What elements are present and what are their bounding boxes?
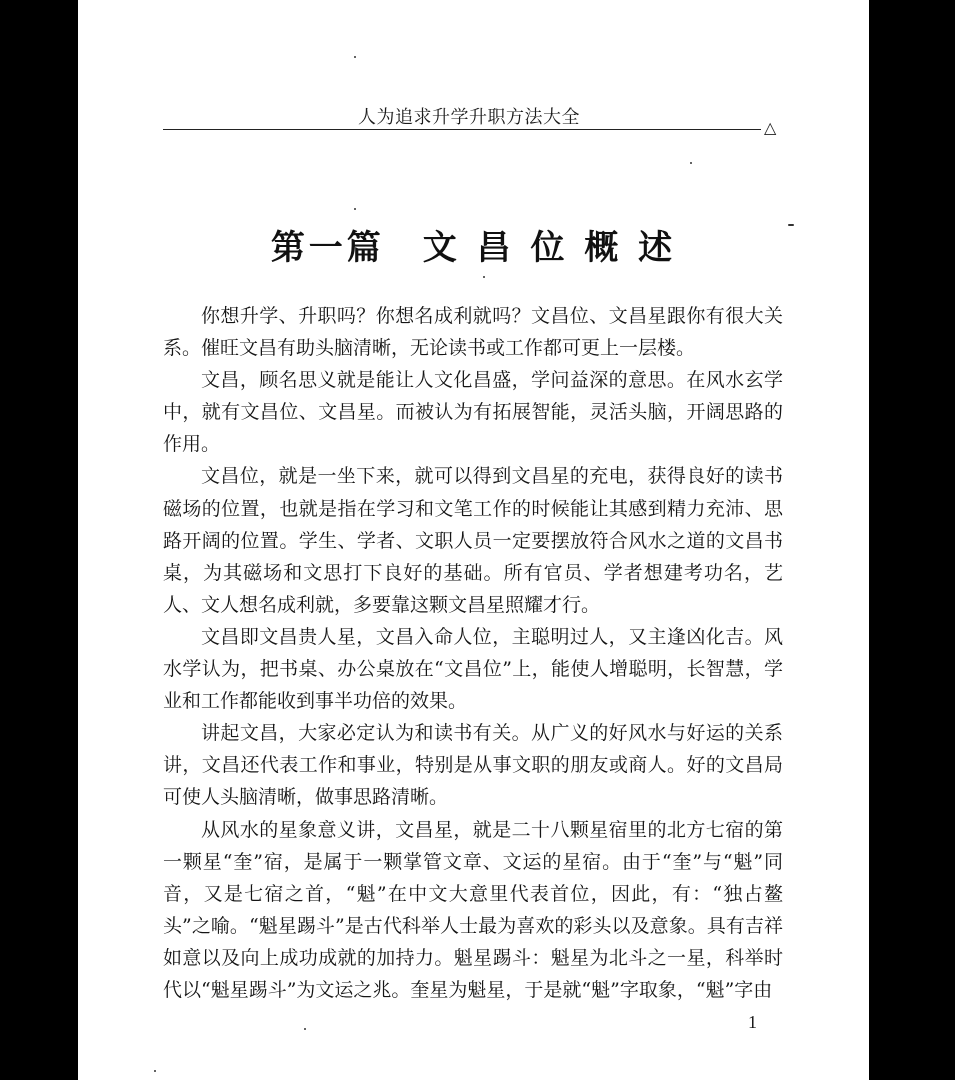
chapter-title: 第一篇 文 昌 位 概 述 (270, 228, 677, 268)
scan-speck (483, 276, 485, 278)
scan-speck (304, 1028, 306, 1030)
triangle-icon: △ (764, 118, 777, 137)
running-header (78, 0, 869, 150)
scan-speck (690, 162, 692, 164)
scan-speck (354, 208, 356, 210)
paragraph: 文昌即文昌贵人星，文昌入命人位，主聪明过人，又主逢凶化吉。风水学认为，把书桌、办公桌放在“文昌位”上，能使人增聪明，长智慧，学业和工作都能收到事半功倍的效果。 (163, 625, 783, 713)
header-rule (163, 129, 761, 130)
scan-speck (354, 56, 356, 58)
paragraph: 你想升学、升职吗？你想名成利就吗？文昌位、文昌星跟你有很大关系。催旺文昌有助头脑清晰，无论读书或工作都可更上一层楼。 (163, 305, 783, 360)
scan-speck (788, 224, 794, 226)
paragraph: 从风水的星象意义讲，文昌星，就是二十八颗星宿里的北方七宿的第一颗星“奎”宿，是属于一颗掌管文章、文运的星宿。由于“奎”与“魁”同音，又是七宿之首，“魁”在中文大意里代表首位，因此，有：“独占鳌头”之喻。“魁星踢斗”是古代科举人士最为喜欢的彩头以及意象。具有吉祥如意以及向上成功成就的加持力。魁星踢斗：魁星为北斗之一星，科举时代以“魁星踢斗”为文运之兆。奎星为魁星，于是就“魁”字取象，“魁”字由 (163, 818, 783, 1001)
header-title: 人为追求升学升职方法大全 (358, 107, 580, 128)
body-text (163, 300, 783, 1006)
paragraph: 文昌位，就是一坐下来，就可以得到文昌星的充电，获得良好的读书磁场的位置，也就是指在学习和文笔工作的时候能让其感到精力充沛、思路开阔的位置。学生、学者、文职人员一定要摆放符合风水之道的文昌书桌，为其磁场和文思打下良好的基础。所有官员、学者想建考功名，艺人、文人想名成利就，多要靠这颗文昌星照耀才行。 (163, 465, 783, 616)
book-page (78, 0, 869, 1080)
paragraph: 文昌，顾名思义就是能让人文化昌盛，学问益深的意思。在风水玄学中，就有文昌位、文昌星。而被认为有拓展智能，灵活头脑，开阔思路的作用。 (163, 369, 783, 456)
paragraph: 讲起文昌，大家必定认为和读书有关。从广义的好风水与好运的关系讲，文昌还代表工作和事业，特别是从事文职的朋友或商人。好的文昌局可使人头脑清晰，做事思路清晰。 (163, 722, 783, 809)
scan-speck (154, 1070, 156, 1072)
page-number: 1 (748, 1012, 757, 1032)
